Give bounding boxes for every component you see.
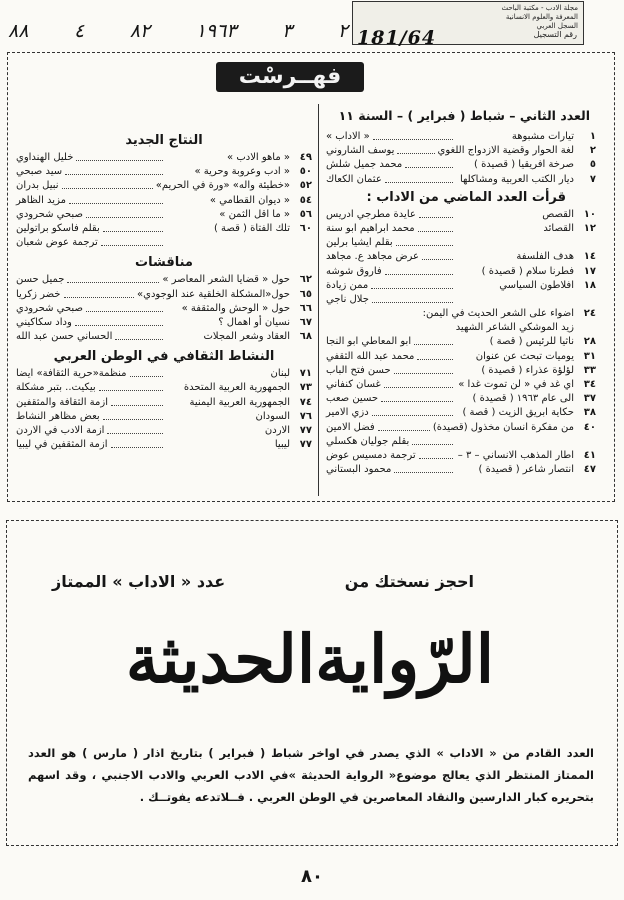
entry-title: لغة الحوار وقضية الازدواج اللغوي (437, 145, 574, 157)
toc-entry (326, 265, 596, 279)
leader-dots (422, 250, 453, 260)
entry-title: القصائد (543, 222, 574, 234)
entry-author: فاروق شوشه (326, 265, 382, 277)
entry-page-number: ٦٢ (299, 274, 312, 286)
entry-title: افلاطون السياسي (499, 279, 574, 291)
entry-author: محمود البستاني (326, 464, 392, 476)
entry-author: بقلم فاسكو براتولين (16, 222, 100, 234)
entry-title: الى عام ١٩٦٣ ( قصيدة ) (472, 393, 574, 405)
leader-dots (115, 330, 163, 340)
entry-page-number: ٥٦ (299, 208, 312, 220)
entry-page-number: ١٤ (583, 251, 596, 263)
handwritten-note: ٢ (337, 20, 348, 42)
entry-author: وداد سكاكيني (16, 316, 72, 328)
entry-page-number: ٧٧ (299, 425, 312, 436)
leader-dots (414, 335, 453, 345)
toc-entry (16, 273, 312, 287)
entry-author: حسين صعب (326, 393, 379, 405)
leader-dots (64, 288, 135, 298)
handwritten-note: ٨٢ (129, 20, 151, 42)
leader-dots (111, 438, 164, 448)
toc-right-column (326, 130, 596, 477)
stamp-header-line2: المعرفة والعلوم الانسانية (505, 13, 578, 21)
entry-author: غسان كنفاني (326, 379, 381, 390)
entry-author: صبحي شحرودي (16, 208, 83, 220)
toc-entry (326, 449, 596, 463)
entry-page-number: ٧١ (299, 368, 312, 380)
entry-title: يوميات تبحث عن عنوان (475, 350, 574, 362)
new-production-header: النتاج الجديد (125, 133, 203, 148)
entry-author: ترجمة دمسيس عوض (326, 449, 416, 461)
toc-entry (326, 364, 596, 378)
toc-entry (326, 406, 596, 420)
entry-page-number: ٦٧ (299, 316, 312, 328)
toc-entry (326, 463, 596, 477)
entry-author: صبحي شحرودي (16, 302, 83, 314)
entry-page-number: ٧ (589, 173, 596, 185)
entry-page-number: ٣٣ (583, 364, 596, 376)
discussions-header: مناقشات (135, 255, 193, 271)
entry-author: عايدة مطرجي ادريس (326, 208, 416, 220)
toc-entry (326, 130, 596, 144)
entry-author: ممن زيادة (326, 279, 369, 291)
entry-page-number: ٤٩ (299, 152, 312, 163)
entry-title: الجمهورية العربية اليمنية (189, 396, 290, 408)
toc-entry (16, 381, 312, 395)
leader-dots (101, 236, 163, 246)
page-number (280, 866, 344, 887)
entry-title: الجمهورية العربية المتحدة (183, 382, 290, 394)
entry-author: بقلم جوليان هكسلي (326, 435, 410, 447)
entry-page-number: ٧٤ (299, 396, 312, 408)
entry-title: لؤلؤة عذراء ( قصيدة ) (481, 364, 574, 376)
stamp-number: 181/64 (357, 27, 437, 49)
stamp-header-line3: السجل العربي (536, 22, 578, 30)
entry-author: مزيد الظاهر (16, 194, 66, 206)
leader-dots (394, 364, 453, 374)
entry-page-number: ٢٤ (583, 308, 596, 320)
entry-page-number: ٥٤ (299, 194, 312, 206)
entry-author: خليل الهنداوي (16, 152, 74, 163)
leader-dots (99, 381, 163, 391)
entry-title: اي غد في « لن تموت غدا » (458, 379, 574, 390)
leader-dots (76, 151, 163, 161)
leader-dots (130, 367, 163, 377)
leader-dots (419, 449, 453, 459)
entry-title: حول « الوحش والمثقفة » (181, 302, 290, 314)
handwritten-note: ٣ (282, 20, 293, 42)
entry-title: تلك الفتاة ( قصة ) (213, 222, 290, 234)
leader-dots (67, 273, 159, 283)
toc-entry (16, 302, 312, 316)
toc-entry (16, 236, 312, 250)
toc-entry (16, 194, 312, 208)
leader-dots (86, 302, 163, 312)
toc-entry (326, 350, 596, 364)
toc-entry (16, 316, 312, 330)
leader-dots (103, 222, 163, 232)
toc-entry (326, 435, 596, 449)
leader-dots (65, 165, 163, 175)
toc-entry (16, 410, 312, 424)
ad-body: العدد القادم من « الاداب » الذي يصدر في اواخر شباط ( فبراير ) بتاريخ اذار ( مارس ) هو العدد الممتاز المنتظر الذي يعالج موضوع« الرواية الحديثة »في الادب العربي والادب الاجنبي ، وقد اسهم بتحريره كبار الدارسين والنقاد المعاصرين في الوطن العربي . فــلاتدعه يفوتــك . (28, 746, 594, 804)
toc-entry (326, 293, 596, 307)
leader-dots (412, 435, 453, 445)
toc-entry (16, 438, 312, 452)
entry-author: منظمة«حرية الثقافة» ايضا (16, 368, 127, 380)
entry-author: نبيل بدران (16, 180, 59, 192)
issue-line: العدد الثاني – شباط ( فبراير ) – السنة ١١ (338, 108, 590, 123)
leader-dots (69, 194, 163, 204)
entry-author: عرض مجاهد ع. مجاهد (326, 251, 420, 263)
leader-dots (419, 208, 453, 218)
leader-dots (417, 350, 453, 360)
stamp-label: رقم التسجيل (533, 30, 577, 39)
toc-left-column (16, 130, 312, 452)
toc-entry (326, 144, 596, 158)
entry-title: ديار الكتب العربية ومشاكلها (459, 173, 574, 185)
leader-dots (373, 130, 453, 140)
toc-entry (16, 424, 312, 438)
entry-author: ازمة الادب في الاردن (16, 425, 105, 436)
entry-author: عثمان الكعاك (326, 173, 382, 185)
leader-dots (397, 144, 434, 154)
read-section-header: قرأت العدد الماضي من الاداب : (366, 189, 566, 205)
entry-page-number: ١٧ (583, 265, 596, 277)
toc-entry (326, 173, 596, 187)
leader-dots (62, 179, 153, 189)
entry-page-number: ٢ (589, 145, 596, 157)
entry-page-number: ٣٤ (583, 379, 596, 390)
entry-author: محمد ابراهيم ابو سنة (326, 222, 415, 234)
entry-title: « ديوان القطامي » (209, 194, 290, 206)
entry-author: فضل الامين (326, 421, 375, 433)
leader-dots (384, 378, 453, 388)
toc-entry (326, 158, 596, 172)
entry-page-number: ٥ (589, 159, 596, 171)
toc-entry (326, 307, 596, 321)
toc-entry (326, 392, 596, 406)
entry-author: محمد جميل شلش (326, 159, 403, 171)
toc-title: فهــرسْت (216, 62, 364, 92)
entry-page-number: ٤٧ (583, 464, 596, 476)
entry-title: اطار المذهب الانساني – ٣ – (457, 449, 574, 461)
leader-dots (103, 410, 163, 420)
entry-author: « الاداب » (326, 131, 370, 142)
column-divider (318, 104, 319, 496)
entry-author: بيكيت.. بتبر مشكلة (16, 382, 96, 394)
toc-entry (16, 288, 312, 302)
leader-dots (396, 236, 453, 246)
entry-title: «خطيئة واله» «ورة في الحريم» (155, 180, 290, 192)
entry-author: حسن فتح الباب (326, 364, 391, 376)
entry-title: حكاية ابريق الزيت ( قصة ) (462, 407, 574, 419)
toc-entry (16, 396, 312, 410)
entry-title: حول«المشكلة الخلقية عند الوجودي» (137, 288, 290, 300)
leader-dots (107, 424, 163, 434)
handwritten-note: ٨٨ (8, 20, 29, 42)
entry-title: القصص (542, 208, 574, 220)
ad-title: الرّوايةالحديثة (125, 620, 495, 698)
entry-page-number: ٧٧ (299, 439, 312, 451)
entry-title: حول « قضايا الشعر المعاصر » (162, 274, 290, 286)
toc-entry (16, 165, 312, 179)
leader-dots (378, 421, 430, 431)
entry-title: تيارات مشبوهة (511, 131, 574, 142)
entry-title: ليبيا (274, 439, 290, 451)
leader-dots (394, 463, 453, 473)
entry-page-number: ٦٦ (299, 302, 312, 314)
toc-entry (16, 208, 312, 222)
handwritten-note: ٤ (73, 20, 85, 42)
toc-entry (16, 222, 312, 236)
leader-dots (372, 406, 453, 416)
entry-title: انتصار شاعر ( قصيدة ) (478, 464, 574, 476)
entry-page-number: ١ (589, 131, 596, 142)
leader-dots (75, 316, 163, 326)
entry-title: « ماهو الادب » (227, 152, 290, 163)
toc-entry (326, 250, 596, 264)
stamp-header-line1: مجلة الادب - مكتبة الباحث (501, 4, 578, 12)
toc-entry (326, 279, 596, 293)
entry-author: يوسف الشاروني (326, 145, 395, 157)
leader-dots (405, 158, 453, 168)
entry-author: ازمة المثقفين في ليبيا (16, 439, 108, 451)
entry-title: ناثيا للرئيس ( قصة ) (489, 336, 574, 348)
entry-title: فطرنا سلام ( قصيدة ) (481, 265, 574, 277)
entry-page-number: ٧٣ (299, 382, 312, 394)
entry-page-number: ٦٨ (299, 331, 312, 343)
entry-author: دزي الامير (326, 407, 369, 419)
entry-author: جميل حسن (16, 274, 65, 286)
entry-page-number: ٥٢ (299, 180, 312, 192)
entry-page-number: ٢٨ (583, 336, 596, 348)
entry-page-number: ١٢ (583, 222, 596, 234)
toc-entry (326, 378, 596, 392)
leader-dots (385, 265, 453, 275)
toc-entry (326, 222, 596, 236)
entry-page-number: ٦٥ (299, 288, 312, 300)
entry-title: صرخة افريقيا ( قصيدة ) (473, 159, 574, 171)
leader-dots (372, 293, 453, 303)
entry-page-number: ٤١ (583, 449, 596, 461)
entry-page-number: ١٠ (583, 208, 596, 220)
entry-author: ابو المعاطي ابو النجا (326, 336, 412, 348)
entry-title: السودان (255, 410, 290, 422)
toc-entry (16, 367, 312, 381)
ad-special-issue-line: عدد « الاداب » الممتاز (52, 572, 226, 591)
entry-author: بعض مظاهر النشاط (16, 410, 100, 422)
entry-author: ترجمة عوض شعبان (16, 237, 98, 249)
entry-title: العقاد وشعر المجلات (203, 331, 290, 343)
entry-author: خضر زكريا (16, 288, 61, 300)
entry-author: ازمة الثقافة والمثقفين (16, 396, 108, 408)
leader-dots (418, 222, 453, 232)
entry-title: هدف الفلسفة (516, 251, 574, 263)
entry-title: لبنان (270, 368, 290, 380)
toc-entry (326, 421, 596, 435)
entry-page-number: ٣٨ (583, 407, 596, 419)
entry-title: نسيان أو اهمال ؟ (218, 316, 290, 328)
leader-dots (86, 208, 163, 218)
leader-dots (371, 279, 453, 289)
entry-page-number: ٥٠ (299, 166, 312, 178)
entry-title: زيد الموشكي الشاعر الشهيد (455, 322, 574, 334)
handwritten-notes (8, 20, 348, 42)
entry-title: من مفكرة انسان مخذول (قصيدة) (432, 421, 574, 433)
toc-entry (326, 321, 596, 335)
page-number-value: ٨٠ (301, 866, 323, 887)
entry-page-number: ١٨ (583, 279, 596, 291)
library-stamp (352, 1, 584, 49)
toc-entry (326, 335, 596, 349)
handwritten-note: ١٩٦٣ (195, 20, 237, 42)
entry-page-number: ٣١ (583, 350, 596, 362)
toc-entry (16, 151, 312, 165)
leader-dots (381, 392, 453, 402)
leader-dots (111, 396, 163, 406)
entry-title: الاردن (264, 425, 290, 436)
toc-entry (16, 330, 312, 344)
entry-author: الحساني حسن عبد الله (16, 331, 113, 343)
toc-entry (326, 236, 596, 250)
entry-title: اضواء على الشعر الحديث في اليمن: (422, 308, 574, 320)
entry-author: بقلم ايشيا برلين (326, 237, 393, 249)
entry-title: « ادب وعروبة وحرية » (194, 166, 290, 178)
leader-dots (385, 173, 453, 183)
toc-entry (16, 179, 312, 193)
entry-page-number: ٤٠ (583, 421, 596, 433)
entry-page-number: ٣٧ (583, 393, 596, 405)
entry-author: جلال ناجي (326, 293, 369, 305)
cultural-activity-header: النشاط الثقافي في الوطن العربي (53, 349, 275, 365)
ad-reserve-line: احجز نسختك من (344, 572, 474, 591)
entry-title: « ما اقل الثمن » (219, 208, 290, 220)
entry-author: سيد صبحي (16, 166, 63, 178)
entry-page-number: ٧٦ (299, 410, 312, 422)
entry-page-number: ٦٠ (299, 222, 312, 234)
entry-author: محمد عبد الله الثقفي (326, 350, 415, 362)
toc-entry (326, 208, 596, 222)
